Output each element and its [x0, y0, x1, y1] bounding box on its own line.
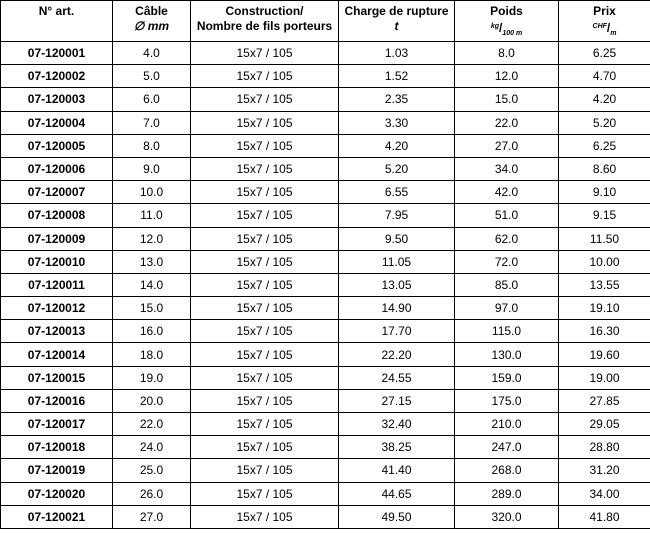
cell-prix: 6.25 [559, 134, 650, 157]
cell-poids: 159.0 [455, 366, 559, 389]
cell-prix: 41.80 [559, 505, 650, 528]
cell-art: 07-120002 [1, 65, 113, 88]
cell-poids: 72.0 [455, 250, 559, 273]
table-header [1, 1, 650, 42]
cell-charge: 1.03 [339, 42, 455, 65]
cell-construction: 15x7 / 105 [191, 366, 339, 389]
cell-cable: 9.0 [113, 157, 191, 180]
cell-cable: 5.0 [113, 65, 191, 88]
cell-construction: 15x7 / 105 [191, 227, 339, 250]
cell-prix: 34.00 [559, 482, 650, 505]
header-prix-unit: $^{CHF}/_m$ [592, 21, 617, 37]
header-construction [191, 1, 339, 42]
cell-cable: 26.0 [113, 482, 191, 505]
cell-poids: 247.0 [455, 436, 559, 459]
header-cable-label: Câble [135, 4, 168, 18]
cell-prix: 31.20 [559, 459, 650, 482]
table-row [1, 413, 650, 436]
cell-charge: 24.55 [339, 366, 455, 389]
table-row [1, 88, 650, 111]
cell-charge: 38.25 [339, 436, 455, 459]
cell-art: 07-120020 [1, 482, 113, 505]
cell-poids: 27.0 [455, 134, 559, 157]
cell-construction: 15x7 / 105 [191, 297, 339, 320]
table-row [1, 366, 650, 389]
cell-prix: 10.00 [559, 250, 650, 273]
cell-art: 07-120012 [1, 297, 113, 320]
cell-cable: 15.0 [113, 297, 191, 320]
table-row [1, 320, 650, 343]
cell-cable: 18.0 [113, 343, 191, 366]
cell-art: 07-120019 [1, 459, 113, 482]
cell-cable: 25.0 [113, 459, 191, 482]
cell-cable: 22.0 [113, 413, 191, 436]
cell-charge: 3.30 [339, 111, 455, 134]
cell-cable: 19.0 [113, 366, 191, 389]
cell-charge: 4.20 [339, 134, 455, 157]
header-charge-label: Charge de rupture [344, 4, 449, 18]
cell-poids: 62.0 [455, 227, 559, 250]
header-row [1, 1, 650, 42]
cell-prix: 4.20 [559, 88, 650, 111]
cell-cable: 10.0 [113, 181, 191, 204]
cell-construction: 15x7 / 105 [191, 42, 339, 65]
header-construction-sub: Nombre de fils porteurs [196, 19, 333, 33]
cell-cable: 4.0 [113, 42, 191, 65]
cell-charge: 17.70 [339, 320, 455, 343]
cell-prix: 4.70 [559, 65, 650, 88]
cell-art: 07-120010 [1, 250, 113, 273]
table-row [1, 134, 650, 157]
table-body [1, 42, 650, 529]
cell-charge: 11.05 [339, 250, 455, 273]
cell-art: 07-120005 [1, 134, 113, 157]
cell-cable: 7.0 [113, 111, 191, 134]
cell-charge: 2.35 [339, 88, 455, 111]
cell-construction: 15x7 / 105 [191, 436, 339, 459]
cell-art: 07-120021 [1, 505, 113, 528]
cell-art: 07-120011 [1, 273, 113, 296]
cell-construction: 15x7 / 105 [191, 389, 339, 412]
header-cable [113, 1, 191, 42]
table-row [1, 181, 650, 204]
cell-poids: 51.0 [455, 204, 559, 227]
cell-construction: 15x7 / 105 [191, 505, 339, 528]
cell-cable: 16.0 [113, 320, 191, 343]
cell-cable: 27.0 [113, 505, 191, 528]
cell-prix: 13.55 [559, 273, 650, 296]
table-row [1, 297, 650, 320]
header-poids-unit: $^{kg}/_{100 m}$ [490, 21, 523, 37]
cell-prix: 11.50 [559, 227, 650, 250]
table-row [1, 273, 650, 296]
table-row [1, 482, 650, 505]
table-row [1, 389, 650, 412]
table-row [1, 227, 650, 250]
cell-charge: 41.40 [339, 459, 455, 482]
cell-charge: 27.15 [339, 389, 455, 412]
cell-prix: 9.15 [559, 204, 650, 227]
cell-poids: 8.0 [455, 42, 559, 65]
cell-cable: 12.0 [113, 227, 191, 250]
cell-poids: 210.0 [455, 413, 559, 436]
cell-art: 07-120001 [1, 42, 113, 65]
cell-poids: 22.0 [455, 111, 559, 134]
cell-charge: 7.95 [339, 204, 455, 227]
cell-prix: 19.10 [559, 297, 650, 320]
header-prix-label: Prix [593, 4, 616, 18]
cell-charge: 6.55 [339, 181, 455, 204]
cell-poids: 97.0 [455, 297, 559, 320]
cell-charge: 1.52 [339, 65, 455, 88]
cell-poids: 15.0 [455, 88, 559, 111]
cell-art: 07-120006 [1, 157, 113, 180]
header-charge [339, 1, 455, 42]
cell-construction: 15x7 / 105 [191, 157, 339, 180]
cell-cable: 14.0 [113, 273, 191, 296]
header-construction-label: Construction/ [225, 4, 304, 18]
cell-charge: 13.05 [339, 273, 455, 296]
cell-cable: 20.0 [113, 389, 191, 412]
cell-construction: 15x7 / 105 [191, 181, 339, 204]
cell-art: 07-120013 [1, 320, 113, 343]
header-prix [559, 1, 650, 42]
table-row [1, 436, 650, 459]
header-poids-label: Poids [490, 4, 523, 18]
cell-construction: 15x7 / 105 [191, 88, 339, 111]
cell-prix: 9.10 [559, 181, 650, 204]
cell-poids: 85.0 [455, 273, 559, 296]
cell-construction: 15x7 / 105 [191, 204, 339, 227]
table-row [1, 505, 650, 528]
cell-cable: 6.0 [113, 88, 191, 111]
table-row [1, 42, 650, 65]
cell-charge: 9.50 [339, 227, 455, 250]
cell-construction: 15x7 / 105 [191, 320, 339, 343]
cell-construction: 15x7 / 105 [191, 273, 339, 296]
cell-prix: 8.60 [559, 157, 650, 180]
cell-art: 07-120018 [1, 436, 113, 459]
cell-construction: 15x7 / 105 [191, 134, 339, 157]
cell-poids: 42.0 [455, 181, 559, 204]
table-row [1, 65, 650, 88]
cell-art: 07-120015 [1, 366, 113, 389]
cell-poids: 34.0 [455, 157, 559, 180]
cell-cable: 11.0 [113, 204, 191, 227]
cell-poids: 320.0 [455, 505, 559, 528]
cell-prix: 29.05 [559, 413, 650, 436]
cell-cable: 24.0 [113, 436, 191, 459]
cell-art: 07-120017 [1, 413, 113, 436]
table-row [1, 157, 650, 180]
cell-prix: 19.60 [559, 343, 650, 366]
cell-construction: 15x7 / 105 [191, 413, 339, 436]
table-row [1, 204, 650, 227]
cell-prix: 5.20 [559, 111, 650, 134]
cell-prix: 16.30 [559, 320, 650, 343]
cell-prix: 27.85 [559, 389, 650, 412]
cell-prix: 28.80 [559, 436, 650, 459]
cell-art: 07-120009 [1, 227, 113, 250]
cell-poids: 12.0 [455, 65, 559, 88]
cell-prix: 19.00 [559, 366, 650, 389]
table-row [1, 459, 650, 482]
cell-construction: 15x7 / 105 [191, 250, 339, 273]
cell-art: 07-120004 [1, 111, 113, 134]
table-row [1, 343, 650, 366]
table-row [1, 111, 650, 134]
cell-poids: 115.0 [455, 320, 559, 343]
cell-charge: 14.90 [339, 297, 455, 320]
cell-charge: 5.20 [339, 157, 455, 180]
cell-charge: 32.40 [339, 413, 455, 436]
cell-poids: 268.0 [455, 459, 559, 482]
cell-art: 07-120014 [1, 343, 113, 366]
table-row [1, 250, 650, 273]
cell-poids: 289.0 [455, 482, 559, 505]
cell-cable: 13.0 [113, 250, 191, 273]
cell-charge: 22.20 [339, 343, 455, 366]
cell-construction: 15x7 / 105 [191, 65, 339, 88]
cell-cable: 8.0 [113, 134, 191, 157]
cell-poids: 130.0 [455, 343, 559, 366]
cell-art: 07-120008 [1, 204, 113, 227]
cell-construction: 15x7 / 105 [191, 343, 339, 366]
header-poids [455, 1, 559, 42]
header-charge-unit: t [394, 19, 399, 33]
cell-prix: 6.25 [559, 42, 650, 65]
cell-construction: 15x7 / 105 [191, 482, 339, 505]
header-art: N° art. [1, 1, 113, 42]
cell-art: 07-120003 [1, 88, 113, 111]
cell-charge: 49.50 [339, 505, 455, 528]
cell-art: 07-120007 [1, 181, 113, 204]
cell-art: 07-120016 [1, 389, 113, 412]
cell-poids: 175.0 [455, 389, 559, 412]
header-cable-unit: ∅ mm [133, 19, 170, 33]
cell-construction: 15x7 / 105 [191, 111, 339, 134]
cell-construction: 15x7 / 105 [191, 459, 339, 482]
cell-charge: 44.65 [339, 482, 455, 505]
